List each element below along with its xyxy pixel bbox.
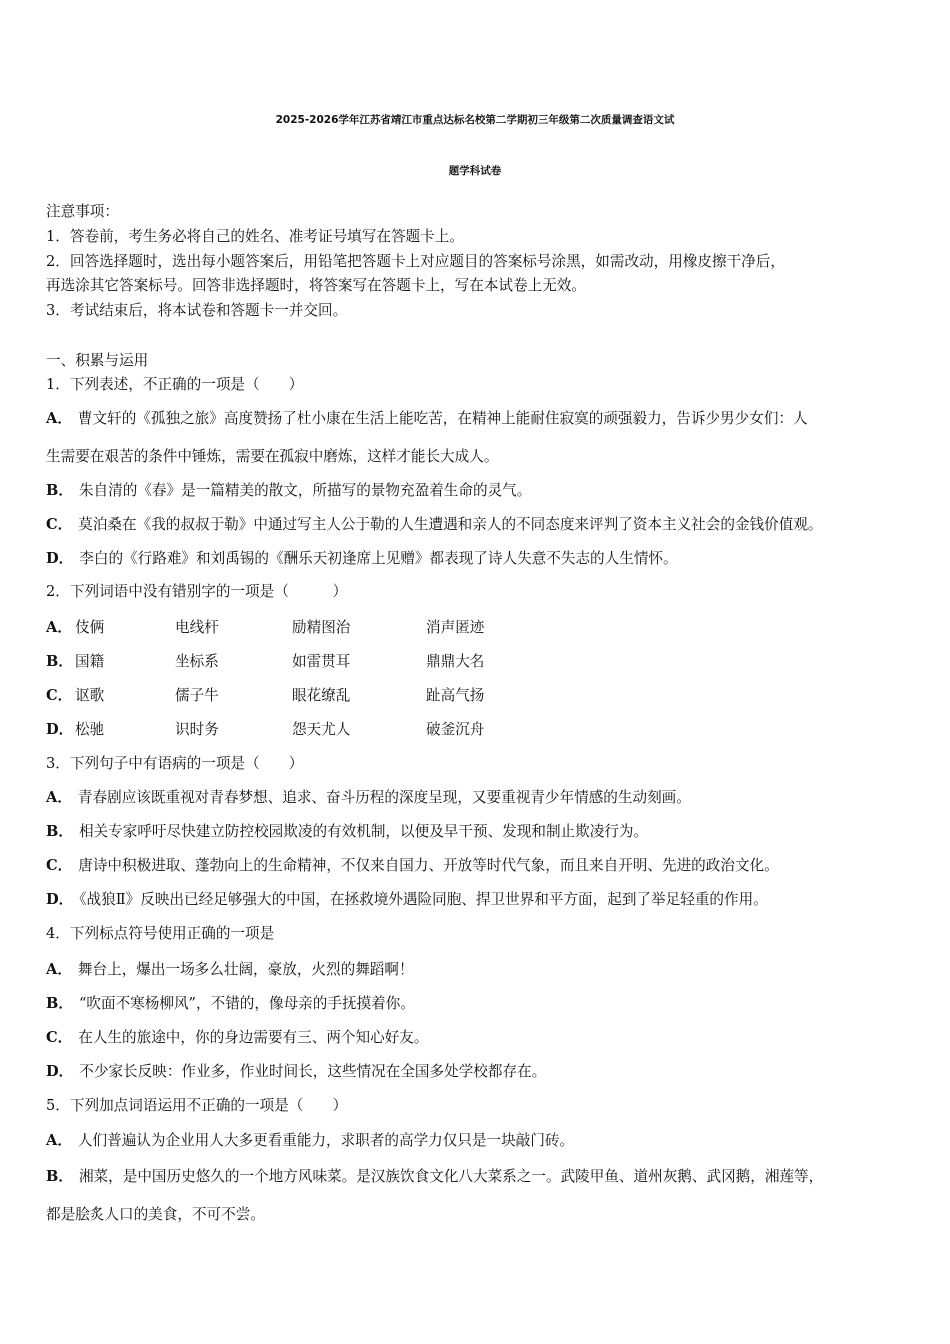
word: 儒子牛 (175, 687, 219, 704)
q5-option-a (46, 1131, 574, 1151)
option-text: 莫泊桑在《我的叔叔于勒》中通过写主人公于勒的人生遭遇和亲人的不同态度来评判了资本主义社会的金钱价值观。 (78, 516, 823, 533)
word: 怨天尤人 (292, 721, 351, 738)
option-label: D． (46, 550, 74, 567)
exam-title-line1: 2025-2026学年江苏省靖江市重点达标名校第二学期初三年级第二次质量调查语文试 (275, 114, 675, 126)
q3-option-b (46, 822, 648, 842)
q1-option-d (46, 549, 678, 569)
q3-option-a (46, 788, 691, 808)
q1-stem: 1．下列表述，不正确的一项是（ ） (46, 376, 304, 393)
option-label: D． (46, 891, 74, 908)
section-heading: 一、积累与运用 (46, 352, 149, 369)
option-text: 青春剧应该既重视对青春梦想、追求、奋斗历程的深度呈现，又要重视青少年情感的生动刻画。 (77, 789, 691, 806)
q3-option-d (46, 890, 768, 910)
option-text: 李白的《行路难》和刘禹锡的《酬乐天初逢席上见赠》都表现了诗人失意不失志的人生情怀。 (79, 550, 678, 567)
option-text: 朱自清的《春》是一篇精美的散文，所描写的景物充盈着生命的灵气。 (78, 482, 532, 499)
option-text: 舞台上，爆出一场多么壮阔，豪放，火烈的舞蹈啊！ (77, 961, 414, 978)
option-text: 曹文轩的《孤独之旅》高度赞扬了杜小康在生活上能吃苦，在精神上能耐住寂寞的顽强毅力，告诉少男少女们：人 (77, 410, 808, 427)
word: 讴歌 (75, 687, 105, 704)
notice-item-2: 2．回答选择题时，选出每小题答案后，用铅笔把答题卡上对应题目的答案标号涂黑，如需改动，用橡皮擦干净后， (46, 253, 785, 270)
q5-option-b-cont: 都是脍炙人口的美食，不可不尝。 (46, 1206, 265, 1223)
q1-option-a (46, 409, 808, 429)
word: 坐标系 (175, 653, 219, 670)
option-text: 在人生的旅途中，你的身边需要有三、两个知心好友。 (78, 1029, 429, 1046)
option-label: A． (46, 789, 72, 806)
notice-item-1: 1．答卷前，考生务必将自己的姓名、准考证号填写在答题卡上。 (46, 228, 464, 245)
word: 眼花缭乱 (292, 687, 351, 704)
option-label: C． (46, 516, 73, 533)
option-text: 人们普遍认为企业用人大多更看重能力，求职者的高学力仅只是一块敲门砖。 (77, 1132, 575, 1149)
option-label: A． (46, 410, 72, 427)
option-text: 不少家长反映：作业多，作业时间长，这些情况在全国多处学校都存在。 (79, 1063, 547, 1080)
option-label: B． (46, 823, 73, 840)
option-label: A． (46, 961, 72, 978)
option-text: 唐诗中积极进取、蓬勃向上的生命精神，不仅来自国力、开放等时代气象，而且来自开明、先进的政治文化。 (78, 857, 779, 874)
option-label: A． (46, 619, 72, 636)
q3-stem: 3．下列句子中有语病的一项是（ ） (46, 755, 304, 772)
q4-option-a (46, 960, 414, 980)
q2-stem: 2．下列词语中没有错别字的一项是（ ） (46, 583, 348, 600)
option-label: D． (46, 721, 74, 738)
q4-stem: 4．下列标点符号使用正确的一项是 (46, 925, 275, 942)
word: 破釜沉舟 (426, 721, 485, 738)
option-label: C． (46, 1029, 73, 1046)
word: 鼎鼎大名 (426, 653, 485, 670)
word: 松驰 (75, 721, 105, 738)
q4-option-d (46, 1062, 546, 1082)
exam-title-line2: 题学科试卷 (448, 165, 502, 177)
word: 如雷贯耳 (292, 653, 351, 670)
option-label: B． (46, 653, 73, 670)
notice-item-3: 3．考试结束后，将本试卷和答题卡一并交回。 (46, 302, 348, 319)
option-label: C． (46, 687, 73, 704)
option-text: “吹面不寒杨柳风”，不错的，像母亲的手抚摸着你。 (78, 995, 415, 1012)
word: 伎俩 (75, 619, 105, 636)
q1-option-b (46, 481, 531, 501)
option-label: B． (46, 1168, 73, 1185)
q4-option-b (46, 994, 415, 1014)
option-label: A． (46, 1132, 72, 1149)
option-label: D． (46, 1063, 74, 1080)
word: 励精图治 (292, 619, 351, 636)
option-text: 相关专家呼吁尽快建立防控校园欺凌的有效机制，以便及早干预、发现和制止欺凌行为。 (78, 823, 649, 840)
word: 国籍 (75, 653, 105, 670)
q5-stem: 5．下列加点词语运用不正确的一项是（ ） (46, 1097, 348, 1114)
q5-option-b (46, 1167, 823, 1187)
word: 消声匿迹 (426, 619, 485, 636)
word: 趾高气扬 (426, 687, 485, 704)
option-text: 湘菜，是中国历史悠久的一个地方风味菜。是汉族饮食文化八大菜系之一。武陵甲鱼、道州灰鹅、武冈鹅，湘莲等， (78, 1168, 824, 1185)
q1-option-a-cont: 生需要在艰苦的条件中锤炼，需要在孤寂中磨炼，这样才能长大成人。 (46, 448, 499, 465)
notice-heading: 注意事项： (46, 203, 119, 220)
option-label: C． (46, 857, 73, 874)
q3-option-c (46, 856, 779, 876)
word: 电线杆 (175, 619, 219, 636)
option-label: B． (46, 995, 73, 1012)
option-text: 《战狼Ⅱ》反映出已经足够强大的中国，在拯救境外遇险同胞、捍卫世界和平方面，起到了举足轻重的作用。 (79, 891, 768, 908)
option-label: B． (46, 482, 73, 499)
q1-option-c (46, 515, 823, 535)
word: 识时务 (175, 721, 219, 738)
q4-option-c (46, 1028, 428, 1048)
notice-item-2-cont: 再选涂其它答案标号。回答非选择题时，将答案写在答题卡上，写在本试卷上无效。 (46, 277, 586, 294)
